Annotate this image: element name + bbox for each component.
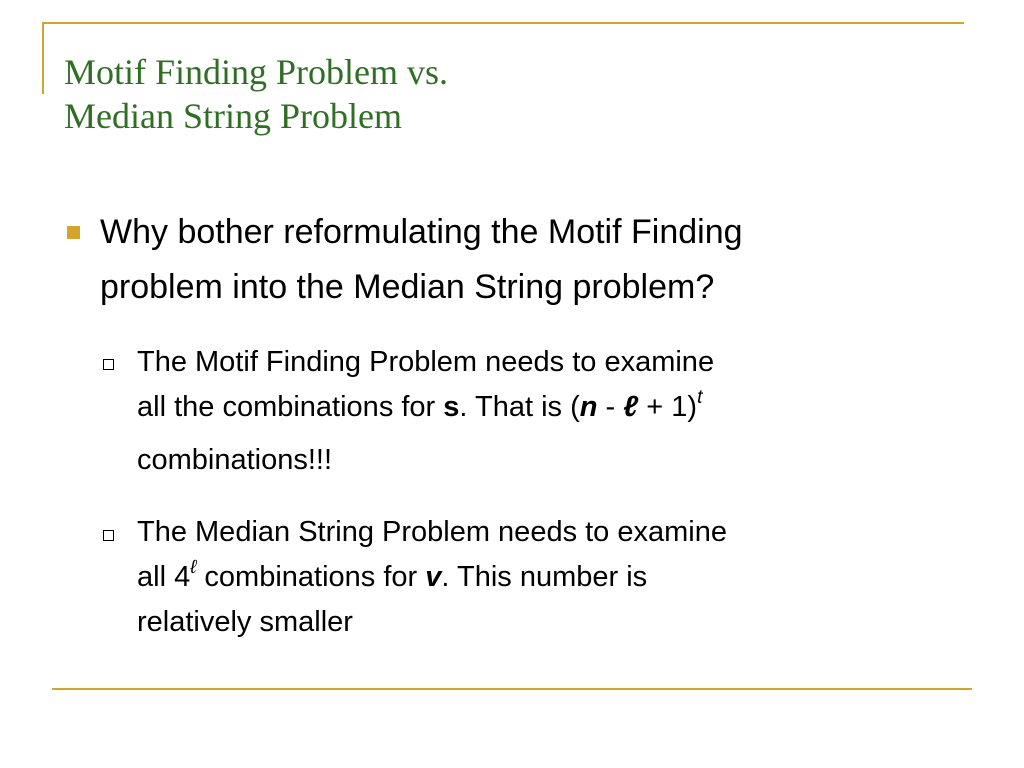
sub-bullet-2-line-3: relatively smaller [137,606,353,638]
exponent-t: t [697,387,703,409]
text-segment: all 4 [137,561,191,593]
sub-bullet-1-line-2 [137,385,967,430]
hollow-square-bullet-icon [103,530,114,541]
text-segment: combinations for [196,561,426,593]
top-divider [42,22,964,24]
variable-n: n [579,391,598,423]
text-segment: - [597,391,624,423]
hollow-square-bullet-icon [103,359,114,370]
left-divider [42,22,44,94]
variable-l: ℓ [623,391,639,423]
filled-square-bullet-icon [67,226,80,239]
variable-v: v [425,561,442,593]
slide-title [64,50,448,138]
sub-bullet-2-line-2 [137,555,967,600]
sub-bullet-motif-finding [137,340,967,490]
sub-bullet-1-line-1: The Motif Finding Problem needs to examine [137,346,715,378]
sub-bullet-median-string [137,510,967,645]
text-segment: . This number is [441,561,648,593]
main-bullet-line-2: problem into the Median String problem? [100,268,715,306]
text-segment: . That is ( [459,391,580,423]
title-line-2: Median String Problem [64,96,402,136]
text-segment: + 1) [638,391,698,423]
sub-bullet-2-line-1: The Median String Problem needs to examine [137,516,727,548]
main-bullet [100,205,960,315]
main-bullet-line-1: Why bother reformulating the Motif Finding [100,213,743,251]
variable-s: s [443,391,460,423]
text-segment: all the combinations for [137,391,444,423]
bottom-divider [52,688,972,690]
exponent-l: ℓ [190,557,197,579]
title-line-1: Motif Finding Problem vs. [64,52,449,92]
sub-bullet-1-line-3: combinations!!! [137,444,333,476]
